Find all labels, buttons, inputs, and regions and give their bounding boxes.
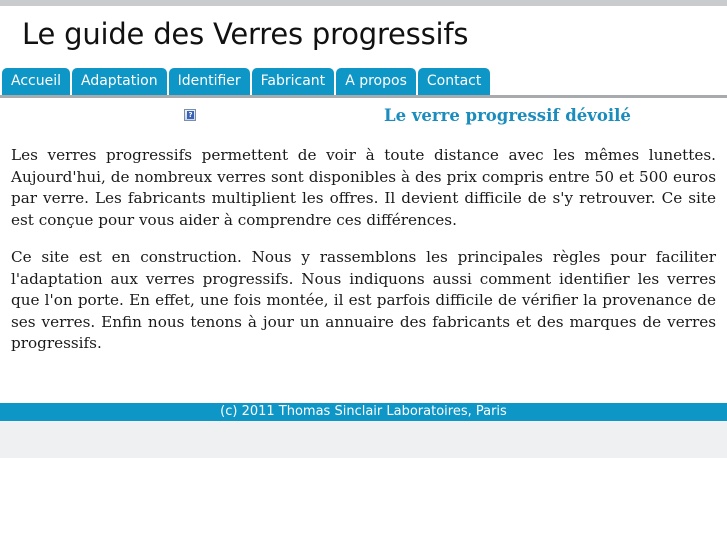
broken-image-icon: ?	[184, 109, 196, 121]
tab-accueil[interactable]: Accueil	[2, 68, 70, 95]
tab-a-propos[interactable]: A propos	[336, 68, 416, 95]
construction-paragraph: Ce site est en construction. Nous y rassemblons les principales règles pour faciliter l'adaptation aux verres progressifs. Nous indiquons aussi comment identifier les verres que l'on porte. En effet, une fois montée, il est parfois difficile de vérifier la provenance de ses verres. Enfin nous tenons à jour un annuaire des fabricants et des marques de verres progressifs.	[11, 248, 716, 352]
heading-row	[11, 103, 716, 131]
article-title: Le verre progressif dévoilé	[384, 106, 631, 125]
tab-fabricant[interactable]: Fabricant	[252, 68, 335, 95]
footer-copyright: (c) 2011 Thomas Sinclair Laboratoires, Paris	[0, 403, 727, 421]
tab-contact[interactable]: Contact	[418, 68, 490, 95]
main-content	[11, 103, 716, 355]
tab-adaptation[interactable]: Adaptation	[72, 68, 167, 95]
nav-tabs	[2, 68, 492, 95]
tab-identifier[interactable]: Identifier	[169, 68, 250, 95]
intro-paragraph: Les verres progressifs permettent de voir à toute distance avec les mêmes lunettes. Aujourd'hui, de nombreux verres sont disponibles à des prix compris entre 50 et 500 euros par verre. Les fabricants multiplient les offres. Il devient difficile de s'y retrouver. Ce site est conçue pour vous aider à comprendre ces différences.	[11, 146, 716, 229]
nav-divider	[0, 95, 727, 98]
site-title: Le guide des Verres progressifs	[22, 17, 469, 51]
footer-band	[0, 421, 727, 458]
top-strip	[0, 0, 727, 6]
